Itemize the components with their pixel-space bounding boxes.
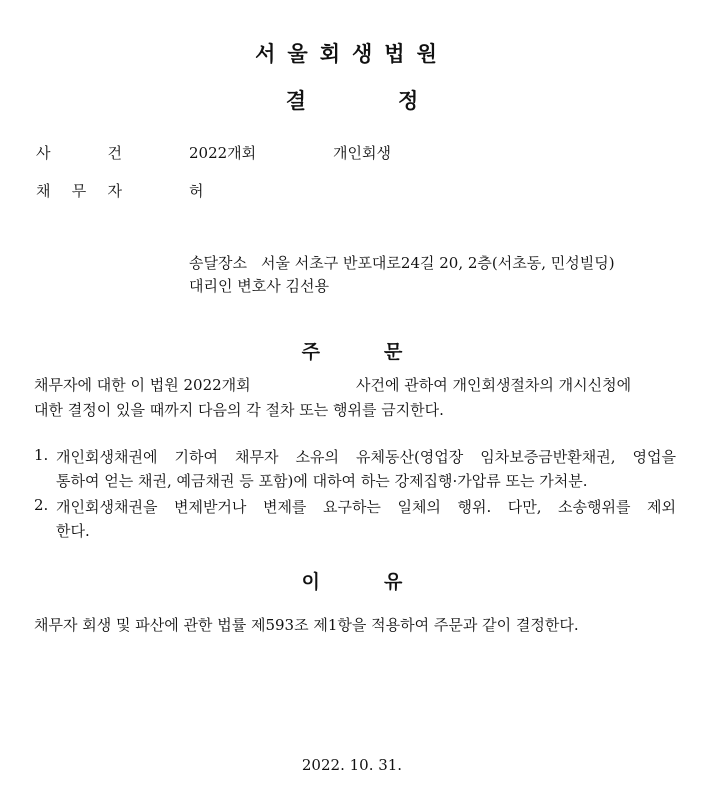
- order-item: [34, 496, 676, 544]
- service-address: [189, 252, 615, 273]
- legal-agent: 대리인 변호사 김선용: [189, 277, 329, 295]
- reason-heading-char-2: 유: [384, 571, 403, 593]
- court-name: 서울회생법원: [255, 41, 449, 66]
- reason-heading-char-1: 이: [301, 571, 320, 593]
- order-item-line: 한다.: [56, 522, 90, 540]
- order-intro-line1-end: 사건에 관하여 개인회생절차의 개시신청에: [356, 376, 632, 394]
- order-heading-char-1: 주: [301, 341, 320, 363]
- case-number: 2022개회: [189, 144, 257, 162]
- reason-text: 채무자 회생 및 파산에 관한 법률 제593조 제1항을 적용하여 주문과 같이 결정한다.: [34, 616, 579, 634]
- document-title: [0, 85, 704, 115]
- order-item: [34, 446, 676, 494]
- document-title-char-1: 결: [285, 88, 306, 113]
- case-label: 사 건: [36, 144, 124, 162]
- order-intro-line1-start: 채무자에 대한 이 법원 2022개회: [34, 376, 251, 394]
- order-item-line: 개인회생채권을 변제받거나 변제를 요구하는 일체의 행위. 다만, 소송행위를 제외: [56, 498, 676, 516]
- case-type: 개인회생: [333, 144, 391, 162]
- order-item-number: 1.: [34, 446, 49, 464]
- debtor-label: 채 무 자: [36, 182, 124, 200]
- service-address-label: 송달장소: [189, 254, 247, 272]
- order-intro-line2: 대한 결정이 있을 때까지 다음의 각 절차 또는 행위를 금지한다.: [34, 401, 444, 419]
- decision-date: 2022. 10. 31.: [301, 756, 403, 774]
- reason-heading: [0, 567, 704, 594]
- document-title-char-2: 정: [398, 88, 419, 113]
- debtor-name: 허: [189, 182, 204, 200]
- order-item-line: 개인회생채권에 기하여 채무자 소유의 유체동산(영업장 임차보증금반환채권, 영업을: [56, 448, 676, 466]
- service-address-value: 서울 서초구 반포대로24길 20, 2층(서초동, 민성빌딩): [260, 254, 615, 272]
- order-heading-char-2: 문: [384, 341, 403, 363]
- order-item-number: 2.: [34, 496, 49, 514]
- order-heading: [0, 337, 704, 364]
- order-item-line: 통하여 얻는 채권, 예금채권 등 포함)에 대하여 하는 강제집행·가압류 또는 가처분.: [56, 472, 588, 490]
